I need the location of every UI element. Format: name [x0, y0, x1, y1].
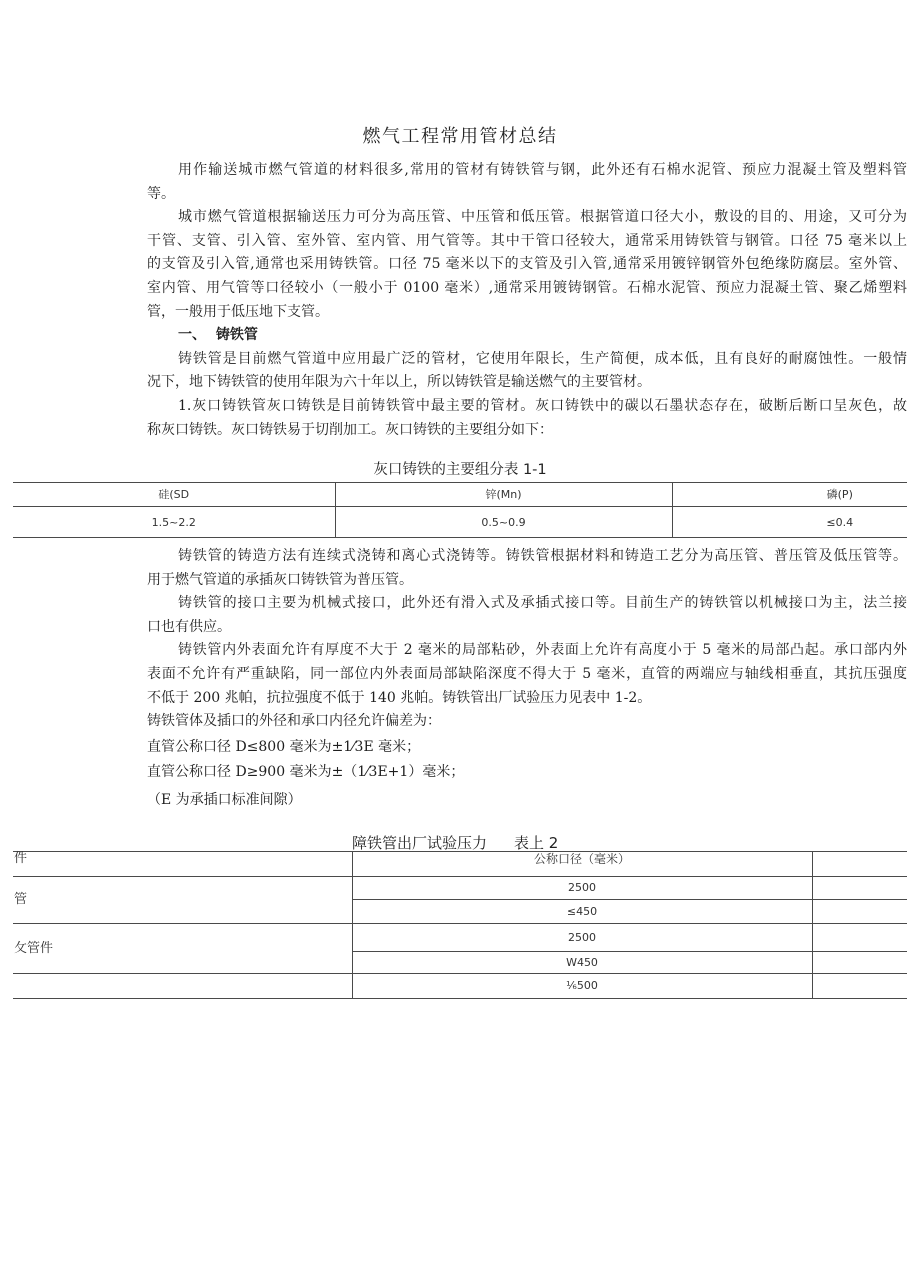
header-nominal-diameter: 公称口径（毫米） — [352, 852, 812, 877]
body-section-intro — [0, 159, 920, 442]
empty-cell — [812, 900, 907, 924]
casting-line: 铸铁管的铸造方法有连续式浇铸和离心式浇铸等。铸铁管根据材料和铸造工艺分为高压管、普压管及低压管等。 — [178, 548, 907, 564]
classification-line: 室内管、用气管等口径较小（一般小于 0100 毫米）,通常采用镀铸钢管。石棉水泥管、预应力混凝土管、聚乙烯塑料 — [147, 279, 907, 296]
gray-iron-line: 1.灰口铸铁管灰口铸铁是目前铸铁管中最主要的管材。灰口铸铁中的碳以石墨状态存在，破断后断口呈灰色，故 — [178, 397, 907, 414]
surface-line: 不低于 200 兆帕，抗拉强度不低于 140 兆帕。铸铁管出厂试验压力见表中 1-2。 — [147, 689, 652, 706]
value-manganese: 0.5~0.9 — [335, 507, 672, 538]
body-section-details — [0, 545, 920, 734]
value-phosphorus: ≤0.4 — [672, 507, 907, 538]
diameter-cell: ≤450 — [352, 900, 812, 924]
intro-line: 等。 — [147, 185, 175, 202]
pressure-table-caption — [352, 833, 558, 853]
empty-cell — [812, 924, 907, 952]
tolerance-small-block — [0, 736, 920, 760]
table-header-row — [13, 483, 907, 507]
table-row — [13, 924, 907, 952]
overview-line: 铸铁管是目前燃气管道中应用最广泛的管材，它使用年限长，生产简便，成本低，且有良好的耐腐蚀性。一般情 — [178, 350, 907, 367]
classification-line: 的支管及引入管,通常也采用铸铁管。口径 75 毫米以下的支管及引入管,通常采用镀锌钢管外包绝缘防腐层。室外管、 — [147, 256, 907, 273]
header-fitting-type: 件 — [13, 852, 352, 877]
empty-cell — [812, 952, 907, 974]
group-label-pipe: 管 — [13, 877, 352, 924]
tolerance-note-block — [0, 789, 920, 813]
page-title: 燃气工程常用管材总结 — [362, 126, 558, 147]
classification-line: 管，一般用于低压地下支管。 — [147, 303, 329, 320]
surface-line: 表面不允许有严重缺陷，同一部位内外表面局部缺陷深度不得大于 5 毫米，直管的两端应与轴线相垂直，其抗压强度 — [147, 665, 907, 682]
tolerance-large-diameter: 直管公称口径 D≥900 毫米为±（1⁄3E+1）毫米； — [147, 764, 465, 780]
joints-line: 口也有供应。 — [147, 618, 231, 635]
composition-table-caption: 灰口铸铁的主要组分表 1-1 — [373, 462, 547, 478]
header-manganese: 锌(Mn) — [335, 483, 672, 507]
tolerance-note: （E 为承插口标准间隙） — [147, 792, 302, 808]
empty-cell — [812, 877, 907, 900]
empty-cell — [812, 974, 907, 999]
gray-iron-line: 称灰口铸铁。灰口铸铁易于切削加工。灰口铸铁的主要组分如下： — [147, 421, 553, 438]
diameter-cell: ⅙500 — [352, 974, 812, 999]
composition-table — [13, 482, 907, 538]
empty-cell — [812, 852, 907, 877]
section-heading: 一、 铸铁管 — [178, 327, 258, 344]
header-phosphorus: 磷(P) — [672, 483, 907, 507]
table-row — [13, 507, 907, 538]
surface-line: 铸铁管内外表面允许有厚度不大于 2 毫米的局部粘砂，外表面上允许有高度小于 5 毫米的局部凸起。承口部内外 — [178, 642, 907, 659]
overview-line: 况下，地下铸铁管的使用年限为六十年以上，所以铸铁管是输送燃气的主要管材。 — [147, 374, 651, 391]
tolerance-intro: 铸铁管体及插口的外径和承口内径允许偏差为： — [147, 713, 441, 730]
table-header-row — [13, 852, 907, 877]
diameter-cell: W450 — [352, 952, 812, 974]
group-label-fittings: 攵管件 — [13, 924, 352, 974]
tolerance-large-block — [0, 761, 920, 785]
intro-line: 用作输送城市燃气管道的材料很多,常用的管材有铸铁管与钢，此外还有石棉水泥管、预应力混凝土管及塑料管 — [178, 162, 907, 178]
header-silicon: 硅(SD — [13, 483, 335, 507]
table-row — [13, 974, 907, 999]
pressure-table-title: 障铁管出厂试验压力 — [352, 834, 488, 852]
pressure-table — [13, 851, 907, 999]
tolerance-small-diameter: 直管公称口径 D≤800 毫米为±1⁄3E 毫米； — [147, 739, 421, 755]
diameter-cell: 2500 — [352, 924, 812, 952]
empty-cell — [13, 974, 352, 999]
classification-line: 城市燃气管道根据输送压力可分为高压管、中压管和低压管。根据管道口径大小，敷设的目的、用途，又可分为 — [178, 209, 907, 226]
pressure-table-number: 表上 2 — [514, 834, 559, 852]
diameter-cell: 2500 — [352, 877, 812, 900]
casting-line: 用于燃气管道的承插灰口铸铁管为普压管。 — [147, 571, 413, 588]
value-silicon: 1.5~2.2 — [13, 507, 335, 538]
classification-line: 干管、支管、引入管、室外管、室内管、用气管等。其中干管口径较大，通常采用铸铁管与钢管。口径 75 毫米以上 — [147, 232, 907, 249]
table-row — [13, 877, 907, 900]
joints-line: 铸铁管的接口主要为机械式接口，此外还有滑入式及承插式接口等。目前生产的铸铁管以机械接口为主，法兰接 — [178, 595, 907, 612]
